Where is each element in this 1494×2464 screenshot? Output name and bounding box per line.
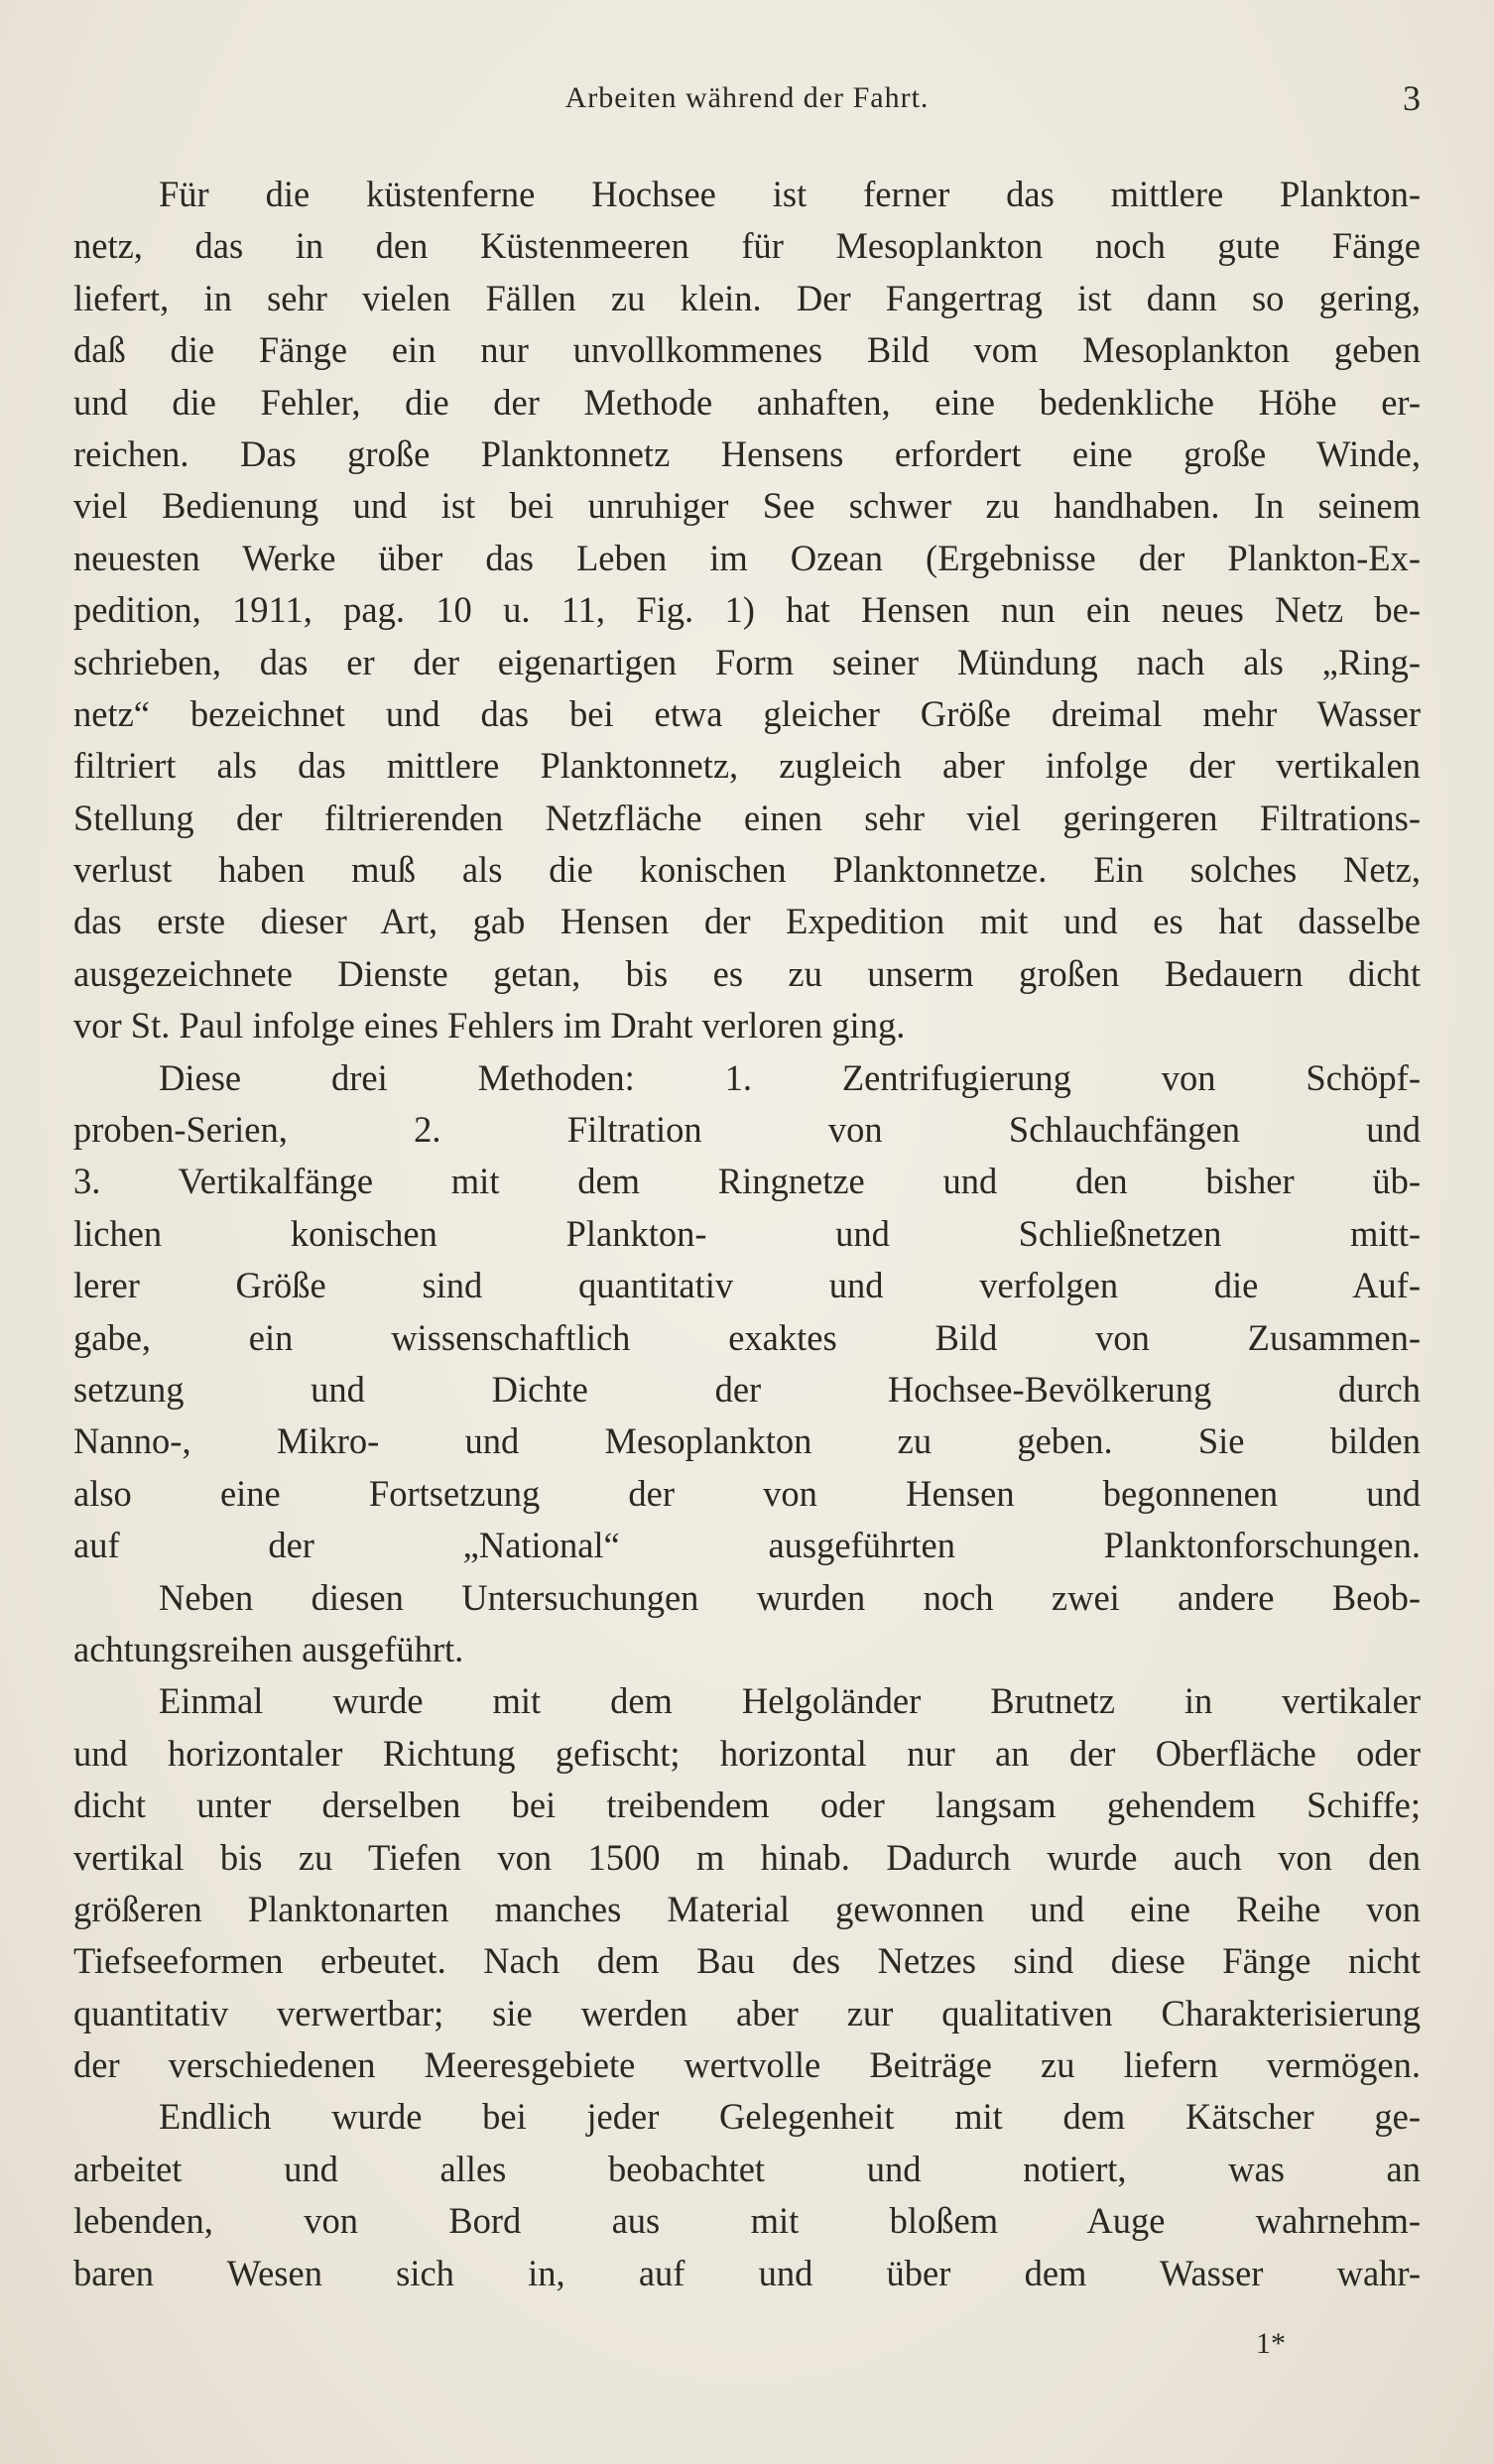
text-line: das erste dieser Art, gab Hensen der Expedition mit und es hat dasselbe [73, 901, 1421, 942]
text-line: viel Bedienung und ist bei unruhiger See schwer zu handhaben. In seinem [73, 485, 1421, 527]
text-line: ausgezeichnete Dienste getan, bis es zu unserm großen Bedauern dicht [73, 952, 1421, 994]
text-line: dicht unter derselben bei treibendem oder langsam gehendem Schiffe; [73, 1785, 1421, 1826]
text-line: Tiefseeformen erbeutet. Nach dem Bau des Netzes sind diese Fänge nicht [73, 1940, 1421, 1982]
text-line: also eine Fortsetzung der von Hensen begonnenen und [73, 1472, 1421, 1514]
text-line: auf der „National“ ausgeführten Planktonforschungen. [73, 1525, 1421, 1566]
text-line: proben-Serien, 2. Filtration von Schlauchfängen und [73, 1109, 1421, 1151]
text-line: baren Wesen sich in, auf und über dem Wasser wahr- [73, 2252, 1421, 2293]
text-line: schrieben, das er der eigenartigen Form seiner Mündung nach als „Ring- [73, 641, 1421, 682]
text-line: und horizontaler Richtung gefischt; horizontal nur an der Oberfläche oder [73, 1732, 1421, 1774]
text-line: liefert, in sehr vielen Fällen zu klein. Der Fangertrag ist dann so gering, [73, 277, 1421, 318]
text-line: 3. Vertikalfänge mit dem Ringnetze und den bisher üb- [73, 1161, 1421, 1202]
page-number: 3 [1403, 78, 1421, 118]
text-line: gabe, ein wissenschaftlich exaktes Bild von Zusammen- [73, 1316, 1421, 1358]
text-line: netz, das in den Küstenmeeren für Mesoplankton noch gute Fänge [73, 225, 1421, 267]
text-line: Stellung der filtrierenden Netzfläche einen sehr viel geringeren Filtrations- [73, 797, 1421, 838]
text-line: setzung und Dichte der Hochsee-Bevölkerung durch [73, 1368, 1421, 1410]
text-line: vertikal bis zu Tiefen von 1500 m hinab. Dadurch wurde auch von den [73, 1836, 1421, 1878]
body-text [73, 169, 1421, 2299]
text-line: daß die Fänge ein nur unvollkommenes Bild vom Mesoplankton geben [73, 329, 1421, 371]
text-line: quantitativ verwertbar; sie werden aber zur qualitativen Charakterisierung [73, 1992, 1421, 2033]
running-title: Arbeiten während der Fahrt. [564, 81, 930, 114]
text-line: Für die küstenferne Hochsee ist ferner das mittlere Plankton- [159, 174, 1421, 214]
text-line: lerer Größe sind quantitativ und verfolgen die Auf- [73, 1265, 1421, 1306]
text-line: vor St. Paul infolge eines Fehlers im Draht verloren ging. [73, 1005, 906, 1047]
text-line: und die Fehler, die der Methode anhaften, eine bedenkliche Höhe er- [73, 381, 1421, 423]
page-header [0, 77, 1494, 121]
signature-mark: 1* [1256, 2327, 1286, 2360]
text-line: achtungsreihen ausgeführt. [73, 1628, 464, 1669]
text-line: Diese drei Methoden: 1. Zentrifugierung von Schöpf- [159, 1056, 1421, 1098]
text-line: verlust haben muß als die konischen Planktonnetze. Ein solches Netz, [73, 849, 1421, 891]
text-line: Einmal wurde mit dem Helgoländer Brutnetz in vertikaler [159, 1680, 1421, 1722]
text-line: der verschiedenen Meeresgebiete wertvolle Beiträge zu liefern vermögen. [73, 2044, 1421, 2086]
text-line: filtriert als das mittlere Planktonnetz, zugleich aber infolge der vertikalen [73, 745, 1421, 787]
text-line: lebenden, von Bord aus mit bloßem Auge wahrnehm- [73, 2200, 1421, 2242]
text-line: netz“ bezeichnet und das bei etwa gleicher Größe dreimal mehr Wasser [73, 692, 1421, 734]
text-line: neuesten Werke über das Leben im Ozean (Ergebnisse der Plankton-Ex- [73, 537, 1421, 578]
text-line: größeren Planktonarten manches Material gewonnen und eine Reihe von [73, 1888, 1421, 1929]
text-line: reichen. Das große Planktonnetz Hensens erfordert eine große Winde, [73, 432, 1421, 474]
text-line: Endlich wurde bei jeder Gelegenheit mit dem Kätscher ge- [159, 2096, 1421, 2138]
text-line: lichen konischen Plankton- und Schließnetzen mitt- [73, 1212, 1421, 1254]
text-line: arbeitet und alles beobachtet und notiert, was an [73, 2148, 1421, 2189]
text-line: pedition, 1911, pag. 10 u. 11, Fig. 1) hat Hensen nun ein neues Netz be- [73, 589, 1421, 631]
text-line: Neben diesen Untersuchungen wurden noch zwei andere Beob- [159, 1576, 1421, 1618]
text-line: Nanno-, Mikro- und Mesoplankton zu geben. Sie bilden [73, 1420, 1421, 1462]
